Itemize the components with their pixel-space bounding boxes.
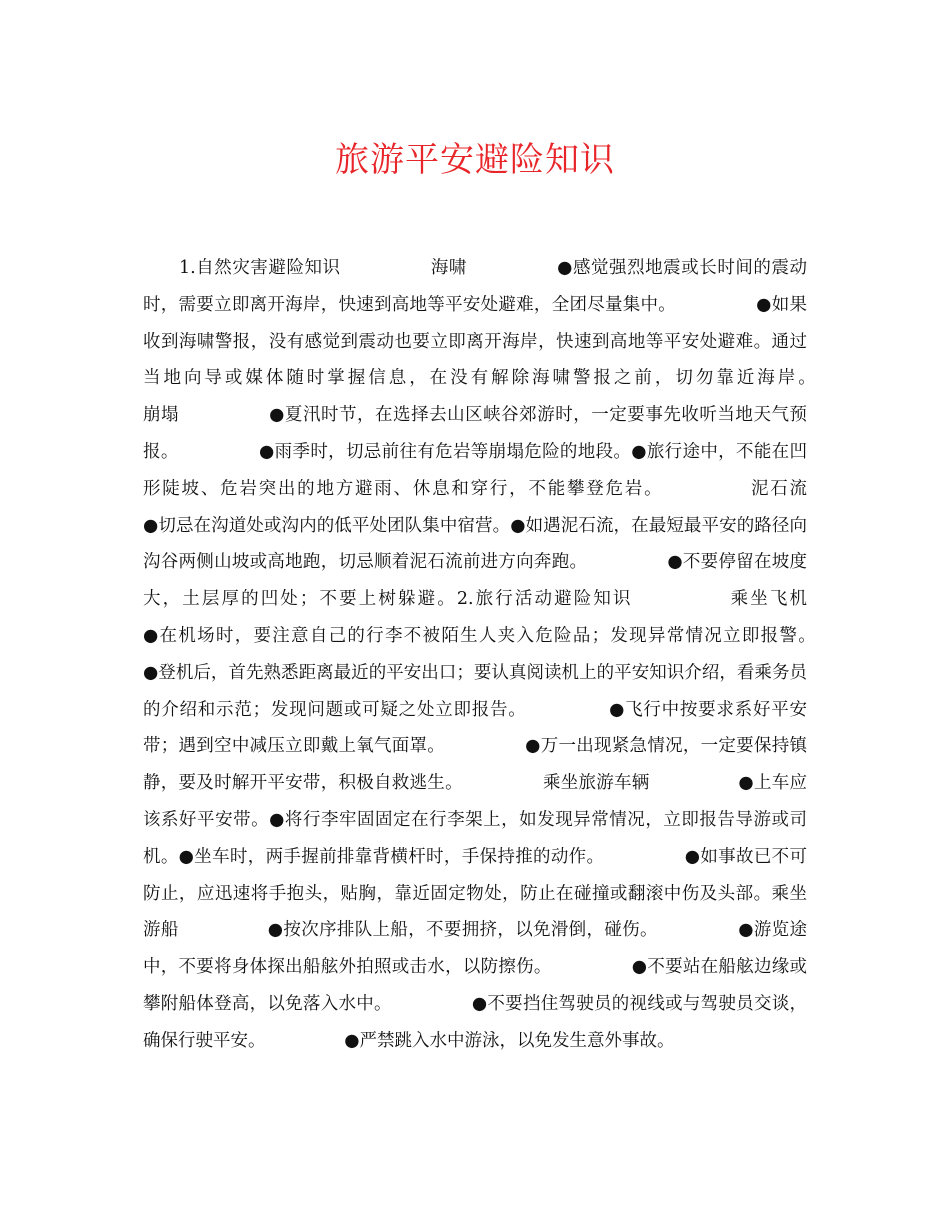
page-title: 旅游平安避险知识	[335, 140, 615, 180]
document-body: 1.自然灾害避险知识 海啸 ●感觉强烈地震或长时间的震动时，需要立即离开海岸，快速到高地等平安处避难，全团尽量集中。 ●如果收到海啸警报，没有感觉到震动也要立即离开海岸，快速到高地等平安处避难。通过当地向导或媒体随时掌握信息，在没有解除海啸警报之前，切勿靠近海岸。 崩塌 ●夏汛时节，在选择去山区峡谷郊游时，一定要事先收听当地天气预报。 ●雨季时，切忌前往有危岩等崩塌危险的地段。●旅行途中，不能在凹形陡坡、危岩突出的地方避雨、休息和穿行，不能攀登危岩。 泥石流 ●切忌在沟道处或沟内的低平处团队集中宿营。●如遇泥石流，在最短最平安的路径向沟谷两侧山坡或高地跑，切忌顺着泥石流前进方向奔跑。 ●不要停留在坡度大，土层厚的凹处；不要上树躲避。2.旅行活动避险知识 乘坐飞机 ●在机场时，要注意自己的行李不被陌生人夹入危险品；发现异常情况立即报警。 ●登机后，首先熟悉距离最近的平安出口；要认真阅读机上的平安知识介绍，看乘务员的介绍和示范；发现问题或可疑之处立即报告。 ●飞行中按要求系好平安带；遇到空中减压立即戴上氧气面罩。 ●万一出现紧急情况，一定要保持镇静，要及时解开平安带，积极自救逃生。 乘坐旅游车辆 ●上车应该系好平安带。●将行李牢固固定在行李架上，如发现异常情况，立即报告导游或司机。●坐车时，两手握前排靠背横杆时，手保持推的动作。 ●如事故已不可防止，应迅速将手抱头，贴胸，靠近固定物处，防止在碰撞或翻滚中伤及头部。乘坐游船 ●按次序排队上船，不要拥挤，以免滑倒，碰伤。 ●游览途中，不要将身体探出船舷外拍照或击水，以防擦伤。 ●不要站在船舷边缘或攀附船体登高，以免落入水中。 ●不要挡住驾驶员的视线或与驾驶员交谈，确保行驶平安。 ●严禁跳入水中游泳，以免发生意外事故。	[143, 258, 895, 1051]
